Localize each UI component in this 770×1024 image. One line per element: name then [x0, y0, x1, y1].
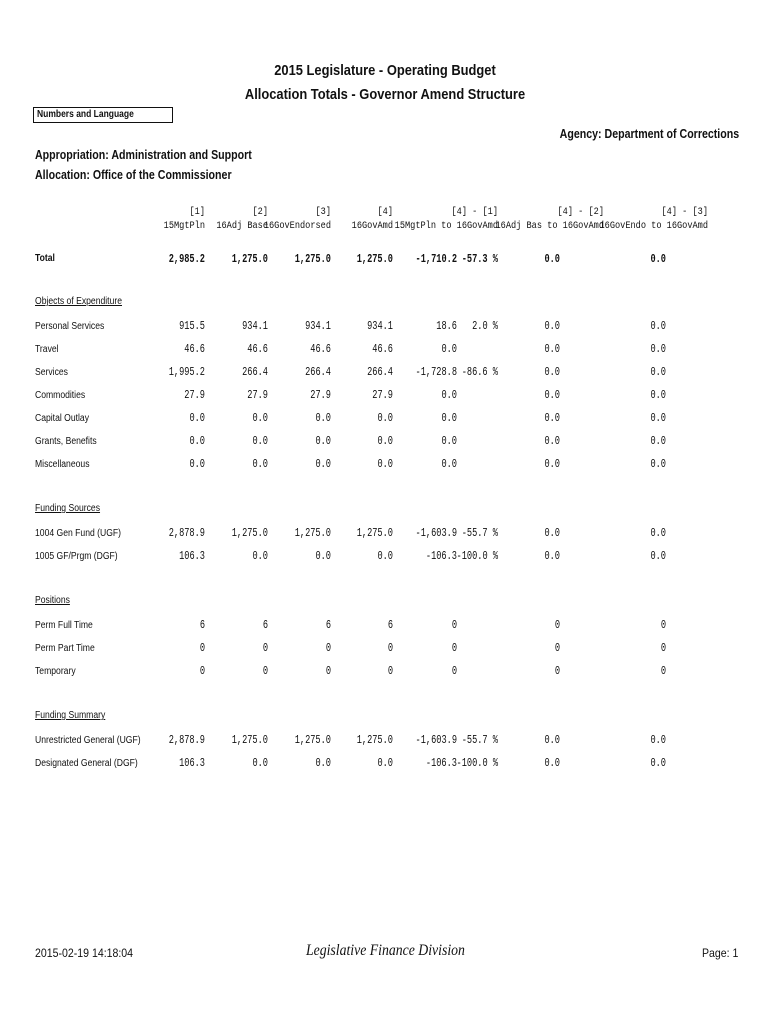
total-cell: 1,275.0 [294, 252, 331, 266]
allocation-label: Allocation: Office of the Commissioner [35, 168, 232, 182]
table-row-label: Personal Services [35, 321, 105, 332]
table-cell: 18.6 [436, 319, 457, 333]
table-cell: -106.3 [425, 549, 457, 563]
table-row-label: Miscellaneous [35, 459, 90, 470]
table-cell: 0 [387, 641, 393, 655]
column-header-label: 15MgtPln to 16GovAmd [394, 220, 498, 232]
tag-label: Numbers and Language [37, 109, 134, 120]
table-cell: -100.0 % [456, 756, 498, 770]
table-cell: 0.0 [252, 549, 268, 563]
table-cell: 1,275.0 [294, 733, 331, 747]
table-cell: 27.9 [247, 388, 268, 402]
table-cell: 0.0 [315, 457, 331, 471]
table-cell: 0.0 [650, 457, 666, 471]
table-cell: 1,275.0 [231, 733, 268, 747]
table-cell: 0.0 [544, 342, 560, 356]
table-cell: 0.0 [315, 756, 331, 770]
table-cell: 46.6 [184, 342, 205, 356]
appropriation-label: Appropriation: Administration and Support [35, 148, 252, 162]
table-cell: 0 [554, 641, 560, 655]
table-cell: 0.0 [441, 457, 457, 471]
table-cell: 0.0 [315, 411, 331, 425]
report-subtitle: Allocation Totals - Governor Amend Structure [244, 86, 526, 103]
table-cell: 0 [325, 664, 331, 678]
table-cell: 1,995.2 [168, 365, 205, 379]
tag-box [33, 107, 173, 123]
table-cell: 0.0 [650, 756, 666, 770]
table-cell: 0.0 [544, 457, 560, 471]
table-cell: 0.0 [650, 434, 666, 448]
table-cell: 0 [199, 641, 205, 655]
total-cell: -1,710.2 [415, 252, 457, 266]
table-cell: 0.0 [252, 756, 268, 770]
table-row-label: Travel [35, 344, 59, 355]
total-row-label: Total [35, 253, 55, 264]
table-cell: 0.0 [544, 411, 560, 425]
table-cell: 27.9 [372, 388, 393, 402]
table-cell: 6 [387, 618, 393, 632]
column-header-label: 16GovEndorsed [263, 220, 331, 232]
column-header-number: [4] - [2] [557, 206, 604, 218]
total-cell: -57.3 % [461, 252, 498, 266]
table-cell: -1,603.9 [415, 526, 457, 540]
section-heading: Funding Summary [35, 710, 106, 721]
table-cell: 0.0 [252, 434, 268, 448]
table-cell: 0.0 [650, 388, 666, 402]
table-cell: 266.4 [242, 365, 268, 379]
table-row-label: 1005 GF/Prgm (DGF) [35, 551, 118, 562]
table-cell: 0 [199, 664, 205, 678]
table-cell: 106.3 [179, 549, 205, 563]
table-cell: 2.0 % [472, 319, 498, 333]
total-cell: 0.0 [650, 252, 666, 266]
table-row-label: Perm Part Time [35, 643, 95, 654]
table-cell: 0.0 [650, 319, 666, 333]
table-cell: 1,275.0 [231, 526, 268, 540]
table-cell: 6 [199, 618, 205, 632]
table-cell: 0.0 [544, 434, 560, 448]
table-cell: 0.0 [544, 319, 560, 333]
table-row-label: 1004 Gen Fund (UGF) [35, 528, 122, 539]
table-cell: 106.3 [179, 756, 205, 770]
table-cell: 0 [387, 664, 393, 678]
table-cell: 46.6 [372, 342, 393, 356]
report-title: 2015 Legislature - Operating Budget [274, 62, 496, 79]
table-cell: 0.0 [189, 434, 205, 448]
section-heading: Funding Sources [35, 503, 101, 514]
table-cell: 6 [325, 618, 331, 632]
column-header-number: [3] [315, 206, 331, 218]
table-cell: 0.0 [377, 756, 393, 770]
column-header-label: 16Adj Bas to 16GovAmd [495, 220, 604, 232]
table-cell: -55.7 % [461, 526, 498, 540]
table-cell: 0.0 [650, 549, 666, 563]
table-cell: 2,878.9 [168, 526, 205, 540]
column-header-number: [1] [189, 206, 205, 218]
table-cell: 0.0 [377, 549, 393, 563]
table-cell: 0.0 [377, 411, 393, 425]
table-cell: -106.3 [425, 756, 457, 770]
table-cell: 2,878.9 [168, 733, 205, 747]
table-cell: 46.6 [247, 342, 268, 356]
column-header-label: 16GovEndo to 16GovAmd [599, 220, 708, 232]
section-heading: Positions [35, 595, 70, 606]
table-cell: 46.6 [310, 342, 331, 356]
footer-page: Page: 1 [701, 946, 738, 960]
total-cell: 1,275.0 [231, 252, 268, 266]
table-cell: 0.0 [544, 549, 560, 563]
table-cell: 0.0 [544, 388, 560, 402]
table-cell: 266.4 [367, 365, 393, 379]
table-cell: 934.1 [367, 319, 393, 333]
table-cell: 0 [451, 664, 457, 678]
table-cell: 0.0 [377, 457, 393, 471]
table-cell: 0.0 [650, 733, 666, 747]
table-cell: 0 [554, 618, 560, 632]
table-cell: 0.0 [252, 411, 268, 425]
table-cell: 0.0 [650, 411, 666, 425]
table-cell: 6 [262, 618, 268, 632]
agency-label: Agency: Department of Corrections [559, 127, 739, 141]
table-cell: 0.0 [441, 342, 457, 356]
column-header-number: [4] - [1] [451, 206, 498, 218]
table-cell: 0 [660, 618, 666, 632]
table-cell: 0.0 [650, 526, 666, 540]
table-cell: 0 [325, 641, 331, 655]
table-cell: 0.0 [377, 434, 393, 448]
table-row-label: Grants, Benefits [35, 436, 97, 447]
table-row-label: Services [35, 367, 68, 378]
table-cell: 0.0 [315, 549, 331, 563]
table-cell: 915.5 [179, 319, 205, 333]
total-cell: 1,275.0 [356, 252, 393, 266]
table-cell: 266.4 [305, 365, 331, 379]
footer-timestamp: 2015-02-19 14:18:04 [35, 946, 134, 960]
table-cell: -100.0 % [456, 549, 498, 563]
table-row-label: Unrestricted General (UGF) [35, 735, 141, 746]
table-cell: 0 [451, 618, 457, 632]
table-row-label: Capital Outlay [35, 413, 90, 424]
table-cell: 1,275.0 [294, 526, 331, 540]
table-cell: -55.7 % [461, 733, 498, 747]
table-cell: 0.0 [544, 733, 560, 747]
column-header-label: 16Adj Base [216, 220, 268, 232]
table-cell: 0 [660, 664, 666, 678]
footer-division [0, 942, 770, 960]
table-cell: 0 [660, 641, 666, 655]
table-cell: 0.0 [441, 388, 457, 402]
table-cell: 1,275.0 [356, 526, 393, 540]
table-cell: 0 [451, 641, 457, 655]
column-header-number: [2] [252, 206, 268, 218]
column-header-label: 15MgtPln [163, 220, 205, 232]
column-header-number: [4] [377, 206, 393, 218]
table-cell: 0.0 [544, 526, 560, 540]
table-cell: 0 [554, 664, 560, 678]
column-header-number: [4] - [3] [661, 206, 708, 218]
table-cell: 0 [262, 641, 268, 655]
table-cell: 0.0 [650, 365, 666, 379]
table-cell: 1,275.0 [356, 733, 393, 747]
table-cell: 0.0 [441, 434, 457, 448]
table-cell: -1,728.8 [415, 365, 457, 379]
table-cell: -86.6 % [461, 365, 498, 379]
table-row-label: Perm Full Time [35, 620, 93, 631]
section-heading: Objects of Expenditure [35, 296, 123, 307]
table-cell: 0.0 [189, 457, 205, 471]
table-cell: 0.0 [650, 342, 666, 356]
table-cell: 27.9 [184, 388, 205, 402]
table-cell: 934.1 [305, 319, 331, 333]
table-cell: 0.0 [544, 365, 560, 379]
table-row-label: Temporary [35, 666, 76, 677]
table-cell: 0.0 [441, 411, 457, 425]
table-cell: 0.0 [315, 434, 331, 448]
table-cell: 934.1 [242, 319, 268, 333]
table-cell: 0.0 [189, 411, 205, 425]
table-cell: 0.0 [544, 756, 560, 770]
footer-division-text: Legislative Finance Division [305, 942, 465, 959]
column-header-label: 16GovAmd [351, 220, 393, 232]
total-cell: 2,985.2 [168, 252, 205, 266]
table-cell: 27.9 [310, 388, 331, 402]
total-cell: 0.0 [544, 252, 560, 266]
table-row-label: Designated General (DGF) [35, 758, 138, 769]
table-row-label: Commodities [35, 390, 86, 401]
table-cell: -1,603.9 [415, 733, 457, 747]
table-cell: 0.0 [252, 457, 268, 471]
table-cell: 0 [262, 664, 268, 678]
